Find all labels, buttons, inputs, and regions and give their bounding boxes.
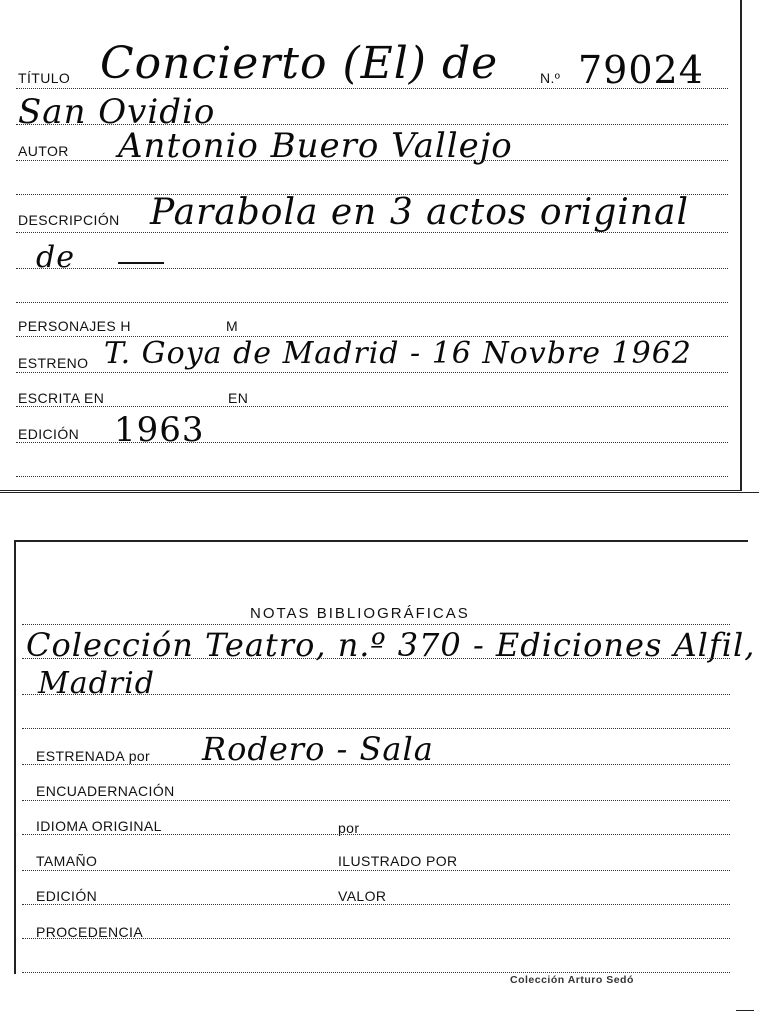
edicion-value: 1963	[114, 410, 205, 450]
por-label: por	[338, 820, 360, 836]
escrita-en-label: EN	[228, 390, 249, 406]
notas-line-1: Colección Teatro, n.º 370 - Ediciones Alfil,	[26, 626, 756, 664]
notas-line-2: Madrid	[38, 666, 155, 701]
personajes-m-label: M	[226, 318, 239, 334]
notas-rule-2	[22, 658, 730, 659]
autor-label: AUTOR	[18, 143, 69, 159]
personajes-label: PERSONAJES H	[18, 318, 131, 334]
escrita-rule	[16, 406, 728, 407]
titulo-cont-rule	[16, 124, 728, 125]
autor-value: Antonio Buero Vallejo	[118, 126, 513, 166]
estrenada-rule	[22, 764, 730, 765]
titulo-label: TÍTULO	[18, 70, 71, 86]
notas-heading: NOTAS BIBLIOGRÁFICAS	[250, 605, 470, 622]
edicion-label-2: EDICIÓN	[36, 888, 98, 904]
edicion-label: EDICIÓN	[18, 426, 80, 442]
scan-edge-line	[0, 492, 759, 493]
tamano-rule	[22, 870, 730, 871]
edicion-rule	[16, 442, 728, 443]
catalog-card-back	[14, 540, 756, 986]
dash-mark	[118, 262, 164, 264]
autor-rule	[16, 160, 728, 161]
valor-label: VALOR	[338, 888, 387, 904]
blank-rule-3	[16, 476, 728, 477]
corner-mark	[736, 1010, 754, 1011]
descripcion-label: DESCRIPCIÓN	[18, 212, 120, 228]
collection-footer: Colección Arturo Sedó	[510, 974, 634, 986]
edicion-rule-2	[22, 904, 730, 905]
idioma-label: IDIOMA ORIGINAL	[36, 818, 162, 834]
descripcion-rule	[16, 232, 728, 233]
estrenada-label: ESTRENADA por	[36, 748, 151, 764]
blank-rule-2	[16, 302, 728, 303]
estreno-rule	[16, 372, 728, 373]
catalog-card-front	[0, 0, 742, 491]
ilustrado-label: ILUSTRADO POR	[338, 853, 458, 869]
idioma-rule	[22, 834, 730, 835]
procedencia-label: PROCEDENCIA	[36, 924, 144, 940]
estreno-value: T. Goya de Madrid - 16 Novbre 1962	[104, 336, 692, 371]
encuadernacion-label: ENCUADERNACIÓN	[36, 783, 175, 799]
notas-rule-3	[22, 694, 730, 695]
notas-rule-1	[22, 624, 730, 625]
numero-label: N.º	[540, 70, 561, 86]
notas-rule-4	[22, 728, 730, 729]
procedencia-rule	[22, 938, 730, 939]
escrita-label: ESCRITA EN	[18, 390, 105, 406]
titulo-rule	[16, 88, 728, 89]
descripcion-continuation: de	[36, 240, 75, 275]
estreno-label: ESTRENO	[18, 355, 89, 371]
titulo-value: Concierto (El) de	[100, 38, 499, 89]
titulo-continuation: San Ovidio	[18, 92, 216, 132]
descripcion-value: Parabola en 3 actos original	[150, 192, 689, 233]
descripcion-cont-rule	[16, 268, 728, 269]
estrenada-value: Rodero - Sala	[202, 730, 434, 768]
blank-rule-bottom	[22, 972, 730, 973]
tamano-label: TAMAÑO	[36, 853, 98, 869]
numero-value: 79024	[578, 48, 704, 92]
encuadernacion-rule	[22, 800, 730, 801]
